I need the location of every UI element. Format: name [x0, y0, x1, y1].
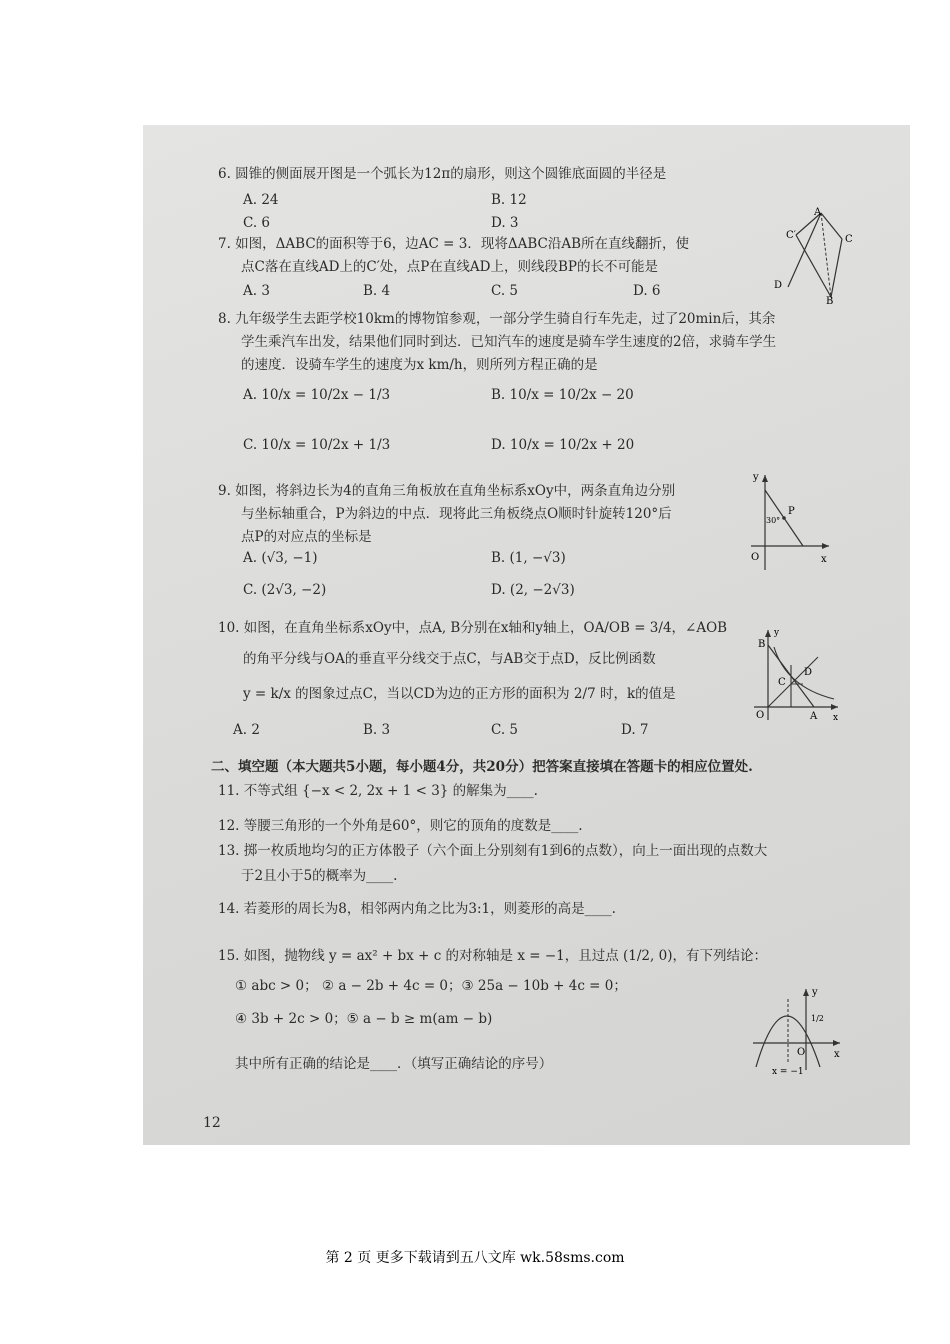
q14-stem: 14. 若菱形的周长为8，相邻两内角之比为3:1，则菱形的高是____.	[218, 901, 616, 917]
q6-stem: 6. 圆锥的侧面展开图是一个弧长为12π的扇形，则这个圆锥底面圆的半径是	[218, 166, 667, 182]
q13-stem-line2: 于2且小于5的概率为____.	[241, 868, 398, 884]
q10-option-c: C. 5	[491, 722, 519, 738]
q13-stem-line1: 13. 掷一枚质地均匀的正方体骰子（六个面上分别刻有1到6的点数），向上一面出现的点数大	[218, 843, 768, 859]
q10-option-d: D. 7	[621, 722, 649, 738]
q6-option-a: A. 24	[243, 192, 279, 208]
q10-option-a: A. 2	[233, 722, 260, 738]
section2-heading: 二、填空题（本大题共5小题，每小题4分，共20分）把答案直接填在答题卡的相应位置处.	[211, 759, 753, 775]
q15-label-o: O	[797, 1047, 806, 1058]
q9-option-d: D. (2, −2√3)	[491, 582, 575, 598]
q9-label-angle: 30°	[766, 516, 781, 525]
q15-label-axis: x = −1	[772, 1067, 804, 1075]
q9-stem-line2: 与坐标轴重合，P为斜边的中点．现将此三角板绕点O顺时针旋转120°后	[241, 506, 672, 522]
q9-label-o: O	[751, 552, 760, 563]
q9-label-x: x	[821, 554, 827, 565]
q10-label-d: D	[804, 667, 813, 678]
q8-option-d: D. 10/x = 10/2x + 20	[491, 437, 635, 453]
q6-option-b: B. 12	[491, 192, 527, 208]
q7-stem-line2: 点C落在直线AD上的C′处，点P在直线AD上，则线段BP的长不可能是	[241, 259, 658, 275]
q9-option-a: A. (√3, −1)	[243, 550, 318, 566]
q7-stem-line1: 7. 如图，ΔABC的面积等于6，边AC = 3．现将ΔABC沿AB所在直线翻折，使	[218, 236, 689, 252]
q7-option-c: C. 5	[491, 283, 519, 299]
q15-stem: 15. 如图，抛物线 y = ax² + bx + c 的对称轴是 x = −1，且过点 (1/2, 0)，有下列结论：	[218, 948, 767, 964]
q7-option-d: D. 6	[633, 283, 661, 299]
q9-stem-line1: 9. 如图，将斜边长为4的直角三角板放在直角坐标系xOy中，两条直角边分别	[218, 483, 676, 499]
q15-conclusions-line2: ④ 3b + 2c > 0；⑤ a − b ≥ m(am − b)	[235, 1011, 493, 1027]
q15-label-half: 1/2	[811, 1014, 824, 1023]
q7-label-c-prime: C′	[786, 230, 796, 241]
q6-option-d: D. 3	[491, 215, 519, 231]
q9-label-p: P	[788, 506, 795, 517]
q11-stem: 11. 不等式组 {−x < 2, 2x + 1 < 3} 的解集为____.	[218, 783, 538, 799]
q9-option-b: B. (1, −√3)	[491, 550, 566, 566]
q9-stem-line3: 点P的对应点的坐标是	[241, 529, 372, 545]
q15-parabola-figure	[748, 985, 848, 1075]
page-number: 12	[203, 1115, 221, 1131]
q8-stem-line1: 8. 九年级学生去距学校10km的博物馆参观，一部分学生骑自行车先走，过了20min后，其余	[218, 311, 776, 327]
q10-stem-line1: 10. 如图，在直角坐标系xOy中，点A, B分别在x轴和y轴上，OA/OB = 3/4，∠AOB	[218, 620, 728, 636]
q9-label-y: y	[753, 472, 759, 483]
q10-stem-line2: 的角平分线与OA的垂直平分线交于点C，与AB交于点D，反比例函数	[243, 651, 656, 667]
q7-option-a: A. 3	[243, 283, 270, 299]
q7-label-d: D	[774, 280, 783, 291]
q7-label-a: A	[814, 207, 822, 218]
q10-stem-line3: y = k/x 的图象过点C，当以CD为边的正方形的面积为 2/7 时，k的值是	[243, 686, 676, 702]
q10-option-b: B. 3	[363, 722, 391, 738]
q10-label-a: A	[810, 711, 818, 722]
q10-figure	[748, 625, 848, 725]
q15-conclusions-line1: ① abc > 0； ② a − 2b + 4c = 0；③ 25a − 10b + 4c = 0；	[235, 978, 627, 994]
q7-label-c: C	[845, 234, 853, 245]
q7-label-b: B	[826, 296, 834, 305]
q7-option-b: B. 4	[363, 283, 391, 299]
q15-label-y: y	[812, 987, 818, 998]
q8-stem-line3: 的速度．设骑车学生的速度为x km/h，则所列方程正确的是	[241, 357, 598, 373]
q15-label-x: x	[834, 1049, 840, 1060]
q8-option-c: C. 10/x = 10/2x + 1/3	[243, 437, 391, 453]
q8-option-a: A. 10/x = 10/2x − 1/3	[243, 387, 391, 403]
q10-label-o: O	[756, 710, 765, 721]
q7-figure	[768, 205, 858, 305]
q9-figure	[743, 470, 833, 580]
page-footer: 第 2 页 更多下载请到五八文库 wk.58sms.com	[325, 1250, 625, 1266]
q12-stem: 12. 等腰三角形的一个外角是60°，则它的顶角的度数是____.	[218, 818, 583, 834]
q15-tail: 其中所有正确的结论是____．（填写正确结论的序号）	[235, 1056, 553, 1072]
q10-label-x: x	[833, 713, 839, 723]
q8-stem-line2: 学生乘汽车出发，结果他们同时到达．已知汽车的速度是骑车学生速度的2倍，求骑车学生	[241, 334, 777, 350]
q10-label-b: B	[758, 639, 766, 650]
q10-label-c: C	[778, 677, 786, 688]
q9-option-c: C. (2√3, −2)	[243, 582, 327, 598]
q10-label-y: y	[774, 628, 780, 638]
q8-option-b: B. 10/x = 10/2x − 20	[491, 387, 634, 403]
q6-option-c: C. 6	[243, 215, 271, 231]
scanned-exam-page	[143, 125, 910, 1145]
